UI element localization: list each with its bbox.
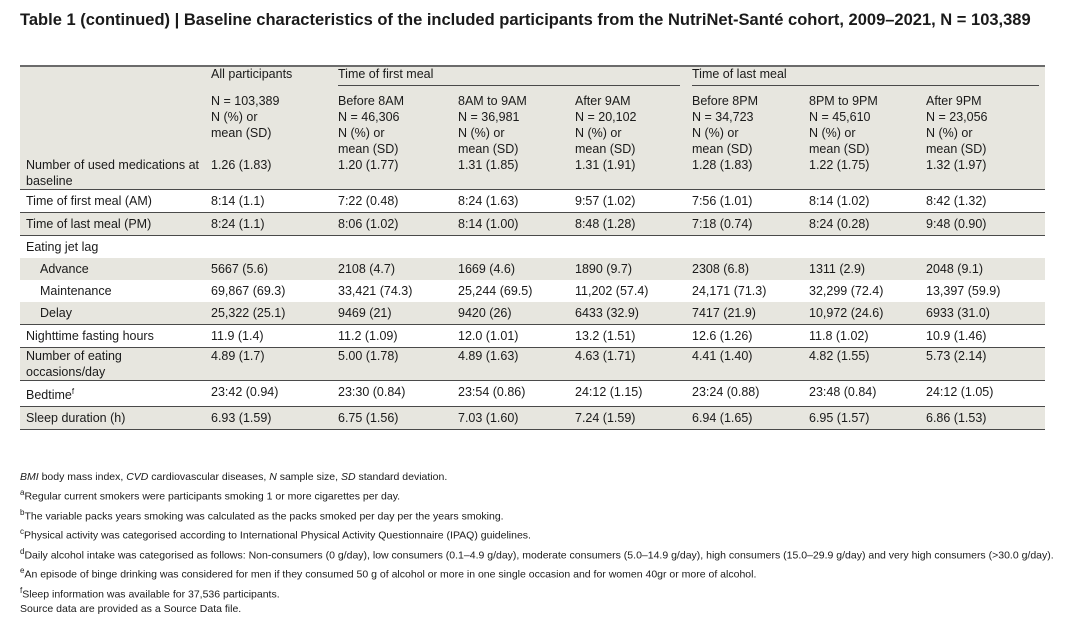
cell: 5.73 (2.14) xyxy=(920,348,1045,381)
cell: 1.32 (1.97) xyxy=(920,157,1045,190)
col-stat: mean (SD) xyxy=(338,142,399,156)
cell: 4.41 (1.40) xyxy=(686,348,803,381)
cell xyxy=(569,236,686,259)
col-stat: N (%) or xyxy=(692,126,739,140)
cell xyxy=(332,236,452,259)
row-label xyxy=(20,381,205,407)
cell: 24:12 (1.05) xyxy=(920,381,1045,407)
cell: 6933 (31.0) xyxy=(920,302,1045,325)
col-n: N = 20,102 xyxy=(575,110,637,124)
table-row xyxy=(20,258,1045,280)
cell: 6.94 (1.65) xyxy=(686,407,803,430)
cell: 1.26 (1.83) xyxy=(205,157,332,190)
abbrev-def: standard deviation. xyxy=(355,471,448,483)
col-label: Before 8PM xyxy=(692,94,759,108)
footnote-mark: a xyxy=(20,488,25,497)
abbrev-def: cardiovascular diseases, xyxy=(148,471,270,483)
cell: 10.9 (1.46) xyxy=(920,325,1045,348)
cell: 7:22 (0.48) xyxy=(332,190,452,213)
footnote-text: Sleep information was available for 37,536 participants. xyxy=(22,588,280,600)
cell: 9469 (21) xyxy=(332,302,452,325)
cell: 8:48 (1.28) xyxy=(569,213,686,236)
footnote xyxy=(20,583,1065,603)
cell: 8:24 (0.28) xyxy=(803,213,920,236)
footnote-mark: f xyxy=(20,585,23,595)
cell: 7:18 (0.74) xyxy=(686,213,803,236)
cell: 2308 (6.8) xyxy=(692,262,749,276)
cell: 8:14 (1.00) xyxy=(452,213,569,236)
abbrev-def: sample size, xyxy=(276,471,341,483)
cell: 11.9 (1.4) xyxy=(205,325,332,348)
cell: 8:06 (1.02) xyxy=(332,213,452,236)
cell: 33,421 (74.3) xyxy=(338,284,413,298)
cell: 23:48 (0.84) xyxy=(803,381,920,407)
col-stat: mean (SD) xyxy=(211,126,272,140)
cell: 5667 (5.6) xyxy=(211,262,268,276)
footnote xyxy=(20,563,1065,583)
footnote-text: Regular current smokers were participants smoking 1 or more cigarettes per day. xyxy=(24,490,401,503)
cell: 11,202 (57.4) xyxy=(575,284,649,298)
col-label: After 9AM xyxy=(575,94,631,108)
footnote-text: Physical activity was categorised according to International Physical Activity Questionnaire (IPAQ) guidelines. xyxy=(24,529,531,542)
table-row xyxy=(20,325,1045,348)
table-row xyxy=(20,280,1045,302)
group-last-meal-label: Time of last meal xyxy=(692,67,1039,86)
col-stat: N (%) or xyxy=(575,126,622,140)
header-group-first-meal xyxy=(332,66,686,93)
table-row xyxy=(20,157,1045,190)
cell: 5.00 (1.78) xyxy=(332,348,452,381)
cell: 23:30 (0.84) xyxy=(332,381,452,407)
footnote-text: The variable packs years smoking was calculated as the packs smoked per day per the years smoking. xyxy=(24,510,504,522)
row-label: Number of eating occasions/day xyxy=(20,348,205,381)
table-row xyxy=(20,213,1045,236)
cell: 25,322 (25.1) xyxy=(205,302,332,325)
cell: 6.93 (1.59) xyxy=(205,407,332,430)
cell: 10,972 (24.6) xyxy=(803,302,920,325)
cell: 13.2 (1.51) xyxy=(569,325,686,348)
cell: 8:14 (1.02) xyxy=(803,190,920,213)
col-stat: mean (SD) xyxy=(926,142,987,156)
footnote-mark: f xyxy=(71,387,75,396)
cell: 7417 (21.9) xyxy=(686,302,803,325)
table-row xyxy=(20,190,1045,213)
header-blank-2 xyxy=(20,93,205,157)
row-label: Maintenance xyxy=(40,284,112,298)
cell: 4.89 (1.7) xyxy=(205,348,332,381)
row-label: Advance xyxy=(40,262,89,276)
cell: 69,867 (69.3) xyxy=(211,284,286,298)
abbreviations xyxy=(20,470,1065,485)
cell: 7.03 (1.60) xyxy=(452,407,569,430)
col-n: N = 45,610 xyxy=(809,110,871,124)
cell: 23:54 (0.86) xyxy=(452,381,569,407)
col-n: N = 23,056 xyxy=(926,110,988,124)
header-col xyxy=(920,93,1045,157)
header-col xyxy=(452,93,569,157)
footnote-mark: e xyxy=(20,566,25,575)
bedtime-label: Bedtime xyxy=(26,388,72,403)
cell: 4.63 (1.71) xyxy=(569,348,686,381)
cell: 8:14 (1.1) xyxy=(205,190,332,213)
row-label: Sleep duration (h) xyxy=(20,407,205,430)
col-stat: N (%) or xyxy=(211,110,258,124)
row-label: Nighttime fasting hours xyxy=(20,325,205,348)
col-stat: N (%) or xyxy=(458,126,505,140)
group-first-meal-label: Time of first meal xyxy=(338,67,680,86)
cell: 23:24 (0.88) xyxy=(686,381,803,407)
cell xyxy=(803,236,920,259)
footnote xyxy=(20,524,1065,544)
col-label: 8PM to 9PM xyxy=(809,94,878,108)
cell xyxy=(452,236,569,259)
cell: 4.89 (1.63) xyxy=(452,348,569,381)
cell: 12.0 (1.01) xyxy=(452,325,569,348)
cell: 2048 (9.1) xyxy=(926,262,983,276)
col-stat: mean (SD) xyxy=(575,142,636,156)
abbrev: N xyxy=(269,471,277,483)
footnote-mark: b xyxy=(20,507,25,517)
row-label: Time of last meal (PM) xyxy=(20,213,205,236)
cell: 9:57 (1.02) xyxy=(569,190,686,213)
cell: 11.8 (1.02) xyxy=(803,325,920,348)
header-blank xyxy=(20,66,205,93)
cell: 12.6 (1.26) xyxy=(686,325,803,348)
cell: 7:56 (1.01) xyxy=(686,190,803,213)
cell: 8:42 (1.32) xyxy=(920,190,1045,213)
col-label: After 9PM xyxy=(926,94,982,108)
row-label: Eating jet lag xyxy=(26,240,99,254)
table-row xyxy=(20,236,1045,259)
cell: 1.31 (1.91) xyxy=(569,157,686,190)
cell: 9420 (26) xyxy=(452,302,569,325)
cell: 32,299 (72.4) xyxy=(809,284,884,298)
cell: 23:42 (0.94) xyxy=(205,381,332,407)
col-n: N = 36,981 xyxy=(458,110,520,124)
cell: 24:12 (1.15) xyxy=(569,381,686,407)
header-col xyxy=(569,93,686,157)
cell: 13,397 (59.9) xyxy=(926,284,1001,298)
header-row-columns xyxy=(20,93,1045,157)
footnote xyxy=(20,505,1065,525)
cell xyxy=(686,236,803,259)
abbrev: BMI xyxy=(20,471,39,483)
col-label: 8AM to 9AM xyxy=(458,94,527,108)
header-all-participants: All participants xyxy=(205,66,332,93)
table-row xyxy=(20,407,1045,430)
cell: 2108 (4.7) xyxy=(338,262,395,276)
cell: 1669 (4.6) xyxy=(458,262,515,276)
cell: 6.75 (1.56) xyxy=(332,407,452,430)
cell: 4.82 (1.55) xyxy=(803,348,920,381)
cell: 25,244 (69.5) xyxy=(458,284,533,298)
cell: 1311 (2.9) xyxy=(809,262,866,276)
col-stat: N (%) or xyxy=(338,126,385,140)
footnote-text: Daily alcohol intake was categorised as follows: Non-consumers (0 g/day), low consumers (0.1–4.9 g/day), moderate consumers (5.0–14.9 g/day), high consumers (15.0–29.9 g/day) and very high consumers (>30.0 g/day). xyxy=(24,549,1054,561)
cell: 6433 (32.9) xyxy=(569,302,686,325)
cell: 1.28 (1.83) xyxy=(686,157,803,190)
footnote-mark: c xyxy=(20,527,24,536)
source-note: Source data are provided as a Source Data file. xyxy=(20,603,242,615)
abbrev: SD xyxy=(341,471,356,483)
header-col xyxy=(686,93,803,157)
abbrev-def: body mass index, xyxy=(38,471,127,483)
header-row-groups xyxy=(20,66,1045,93)
cell: 8:24 (1.1) xyxy=(205,213,332,236)
row-label: Delay xyxy=(20,302,205,325)
table-row xyxy=(20,381,1045,407)
footnote-text: An episode of binge drinking was considered for men if they consumed 50 g of alcohol or more in one single occasion and for women 40gr or more of alcohol. xyxy=(24,568,757,581)
table-title: Table 1 (continued) | Baseline characteristics of the included participants from the NutriNet-Santé cohort, 2009–2021, N = 103,389 xyxy=(20,11,1031,29)
cell: 11.2 (1.09) xyxy=(332,325,452,348)
table-row xyxy=(20,348,1045,381)
row-label: Number of used medications at baseline xyxy=(20,157,205,190)
cell: 1.31 (1.85) xyxy=(452,157,569,190)
baseline-table xyxy=(20,65,1045,430)
col-stat: mean (SD) xyxy=(458,142,519,156)
cell: 9:48 (0.90) xyxy=(920,213,1045,236)
cell: 24,171 (71.3) xyxy=(692,284,767,298)
col-label: Before 8AM xyxy=(338,94,405,108)
col-stat: mean (SD) xyxy=(692,142,753,156)
cell: 1.22 (1.75) xyxy=(803,157,920,190)
col-stat: mean (SD) xyxy=(809,142,870,156)
row-label: Time of first meal (AM) xyxy=(20,190,205,213)
cell: 7.24 (1.59) xyxy=(569,407,686,430)
col-n: N = 46,306 xyxy=(338,110,400,124)
header-col xyxy=(332,93,452,157)
col-stat: N (%) or xyxy=(926,126,973,140)
abbrev: CVD xyxy=(126,471,149,483)
cell: 8:24 (1.63) xyxy=(452,190,569,213)
cell: 1.20 (1.77) xyxy=(332,157,452,190)
header-group-last-meal xyxy=(686,66,1045,93)
header-col xyxy=(205,93,332,157)
footnote xyxy=(20,544,1065,564)
col-n: N = 34,723 xyxy=(692,110,754,124)
header-col xyxy=(803,93,920,157)
footnote xyxy=(20,485,1065,505)
cell xyxy=(205,236,332,259)
footnote-mark: d xyxy=(20,546,25,556)
col-n: N = 103,389 xyxy=(211,94,280,108)
col-stat: N (%) or xyxy=(809,126,856,140)
table-notes xyxy=(20,470,1065,617)
cell: 6.86 (1.53) xyxy=(920,407,1045,430)
cell xyxy=(920,236,1045,259)
cell: 6.95 (1.57) xyxy=(803,407,920,430)
table-row xyxy=(20,302,1045,325)
cell: 1890 (9.7) xyxy=(575,262,632,276)
